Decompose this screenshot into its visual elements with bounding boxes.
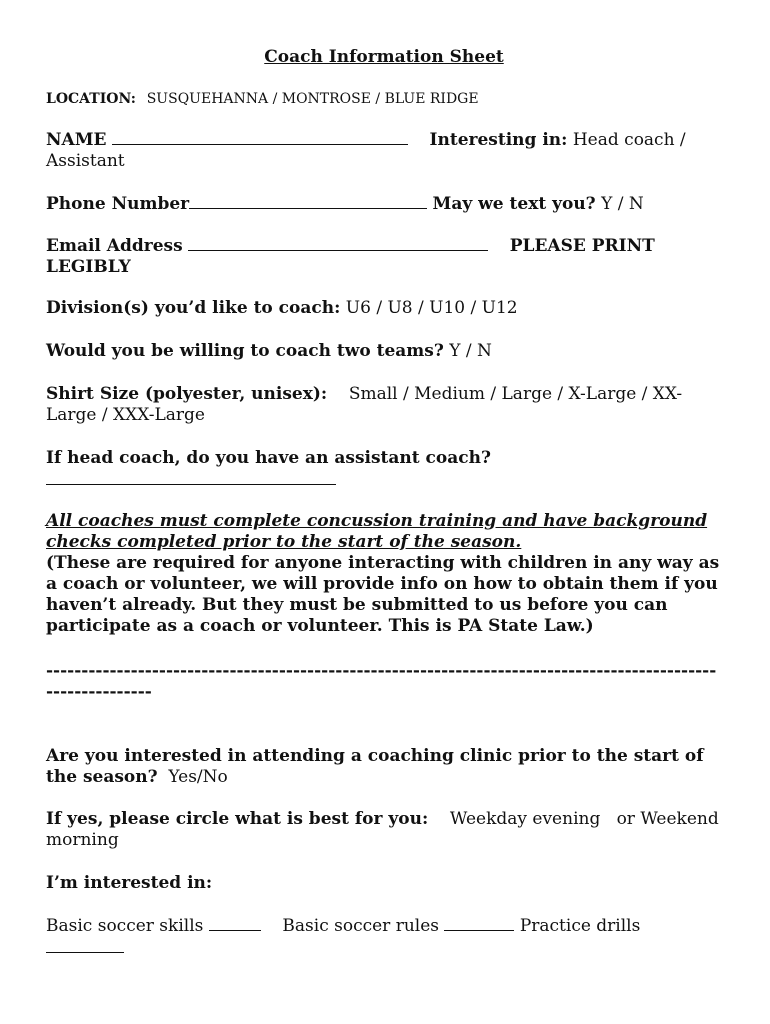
clinic-time-label: If yes, please circle what is best for you: — [46, 809, 429, 829]
division-options[interactable]: U6 / U8 / U10 / U12 — [345, 298, 518, 318]
interest-basic-rules-label: Basic soccer rules — [282, 916, 440, 936]
interests-row — [46, 915, 722, 959]
two-teams-options[interactable]: Y / N — [449, 341, 492, 361]
assistant-row — [46, 448, 722, 491]
clinic-question: Are you interested in attending a coaching clinic prior to the start of the season? — [46, 746, 704, 787]
clinic-options[interactable]: Yes/No — [168, 767, 228, 787]
text-options[interactable]: Y / N — [601, 194, 644, 214]
location-options[interactable]: SUSQUEHANNA / MONTROSE / BLUE RIDGE — [146, 91, 479, 107]
email-label: Email Address — [46, 236, 183, 256]
clinic-row — [46, 746, 722, 788]
interest-practice-drills-label: Practice drills — [519, 916, 641, 936]
interest-basic-skills-label: Basic soccer skills — [46, 916, 204, 936]
location-label: LOCATION: — [46, 91, 136, 107]
interest-basic-rules-field[interactable] — [444, 915, 514, 931]
phone-row — [46, 193, 722, 215]
two-teams-row — [46, 341, 722, 362]
interest-basic-skills-field[interactable] — [209, 915, 261, 931]
clinic-time-or: or — [616, 809, 635, 829]
shirt-row — [46, 384, 722, 426]
page-title: Coach Information Sheet — [264, 47, 504, 67]
shirt-label: Shirt Size (polyester, unisex): — [46, 384, 328, 404]
text-question: May we text you? — [432, 194, 596, 214]
interests-heading-text: I’m interested in: — [46, 873, 213, 893]
phone-label: Phone Number — [46, 194, 190, 214]
interest-label: Interesting in: — [429, 130, 568, 150]
two-teams-label: Would you be willing to coach two teams? — [46, 341, 444, 361]
requirements-emphasis: All coaches must complete concussion training and have background checks completed prior to the start of the season. — [46, 511, 708, 552]
interest-options[interactable]: Head coach / Assistant — [46, 130, 686, 171]
clinic-time-option-weekday[interactable]: Weekday evening — [449, 809, 601, 829]
clinic-time-row — [46, 809, 722, 851]
division-row — [46, 298, 722, 319]
interests-heading — [46, 873, 722, 894]
interest-practice-drills-field[interactable] — [46, 937, 124, 953]
location-row — [46, 88, 722, 110]
phone-field[interactable] — [189, 193, 427, 209]
requirements-body: (These are required for anyone interacting with children in any way as a coach or volunteer, we will provide info on how to obtain them if you haven’t already. But they must be submitted to us before you can participate as a coach or volunteer. This is PA State Law.) — [46, 553, 720, 636]
name-label: NAME — [46, 130, 107, 150]
assistant-field[interactable] — [46, 469, 336, 485]
name-field[interactable] — [112, 129, 408, 145]
division-label: Division(s) you’d like to coach: — [46, 298, 341, 318]
print-note: PLEASE PRINT LEGIBLY — [46, 236, 655, 277]
clinic-time-option-weekend[interactable]: Weekend morning — [46, 809, 719, 850]
section-separator: -------------------------------------------------------------------------------------------------------------- — [46, 661, 717, 702]
name-row — [46, 129, 722, 172]
requirements-notice — [46, 511, 722, 637]
assistant-label: If head coach, do you have an assistant coach? — [46, 448, 491, 468]
shirt-options[interactable]: Small / Medium / Large / X-Large / XX-Large / XXX-Large — [46, 384, 683, 425]
email-field[interactable] — [188, 235, 488, 251]
email-row — [46, 235, 722, 278]
